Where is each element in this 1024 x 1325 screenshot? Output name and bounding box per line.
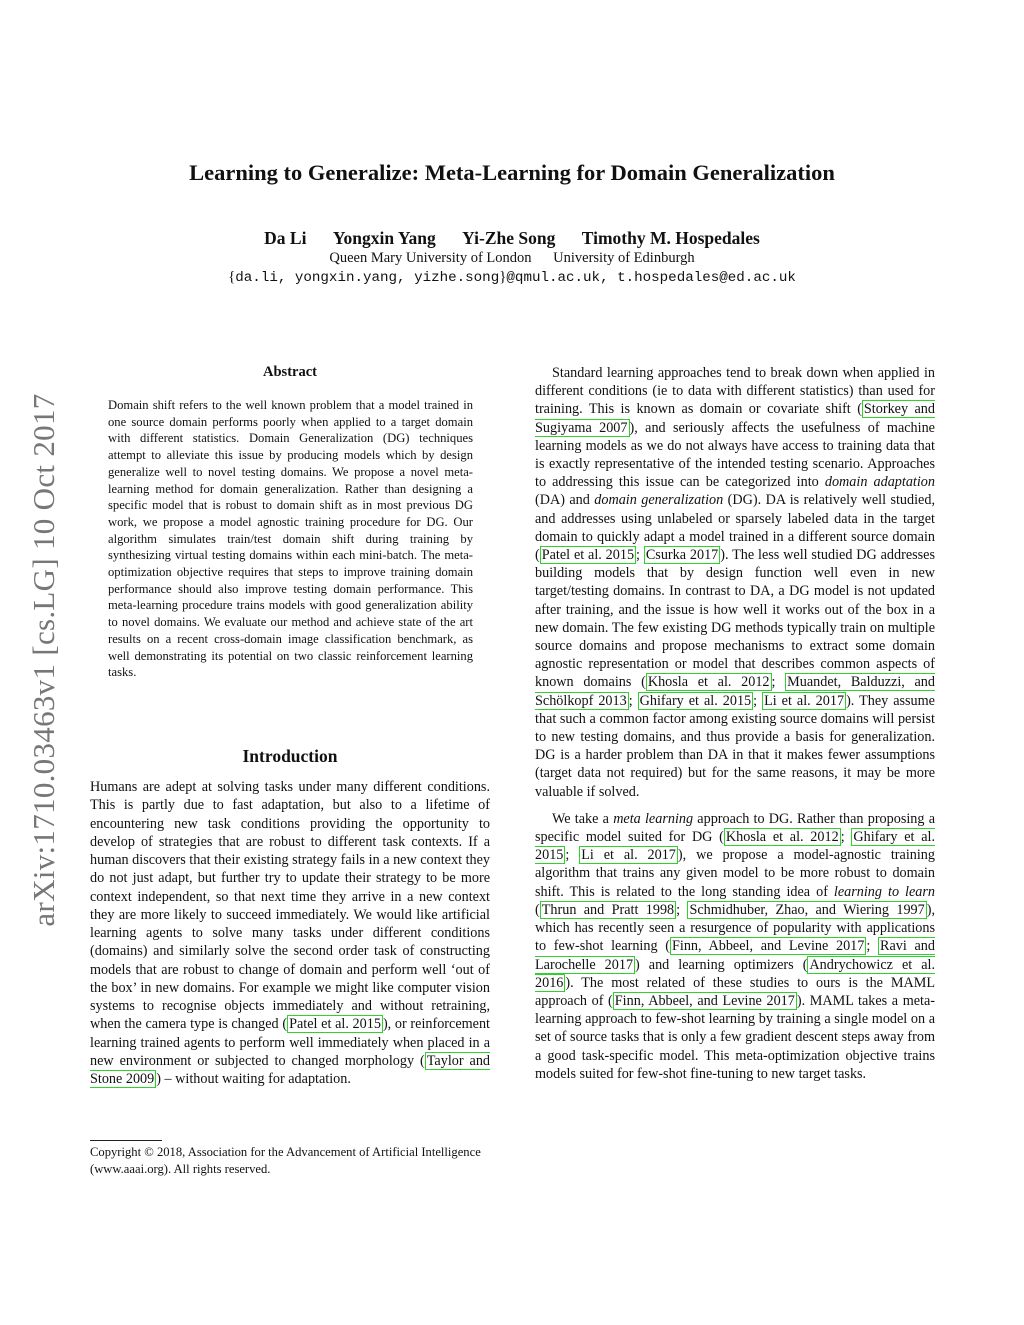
email-brace-close: } bbox=[499, 269, 507, 285]
citation-link[interactable]: Muandet, Balduzzi, and Schölkopf 2013 bbox=[535, 674, 935, 709]
text-run: ; bbox=[866, 938, 879, 955]
citation-link[interactable]: Ravi and Larochelle 2017 bbox=[535, 938, 935, 973]
text-run: approach to DG. Rather than proposing a specific model suited for DG ( bbox=[535, 810, 936, 846]
author: Da Li bbox=[264, 228, 307, 248]
text-run: ) – without waiting for adaptation. bbox=[156, 1071, 351, 1087]
body-paragraph bbox=[535, 810, 935, 1083]
text-run: ). The less well studied DG addresses building models that by design function well even in new target/testing domains. In contrast to DA, a DG model is not updated after training, and the issue is how well it works out of the box in a new domain. The few existing DG methods typically train on multiple source domains and propose mechanisms to extract some domain agnostic representation or model that describes common aspects of known domains ( bbox=[535, 547, 935, 691]
footnote-rule bbox=[90, 1140, 162, 1141]
text-run: ( bbox=[535, 901, 540, 918]
citation-link[interactable]: Ghifary et al. 2015 bbox=[535, 829, 935, 864]
copyright-footnote: Copyright © 2018, Association for the Advancement of Artificial Intelligence (www.aaai.org). All rights reserved. bbox=[90, 1145, 481, 1176]
text-run: ; bbox=[628, 692, 638, 709]
citation-link[interactable]: Thrun and Pratt 1998 bbox=[541, 901, 675, 918]
text-run: ), and seriously affects the usefulness of machine learning models as we do not always have access to training data that is exactly representative of the intended testing scenario. Approaches to addressing this issue can be categorized into bbox=[535, 419, 935, 491]
paper-title: Learning to Generalize: Meta-Learning for Domain Generalization bbox=[189, 160, 835, 185]
citation-link[interactable]: Finn, Abbeel, and Levine 2017 bbox=[672, 938, 865, 955]
citation-link[interactable]: Patel et al. 2015 bbox=[541, 547, 635, 564]
introduction-paragraph bbox=[90, 778, 490, 1088]
affiliation: Queen Mary University of London bbox=[329, 250, 532, 266]
text-run: ; bbox=[771, 674, 786, 691]
author-list bbox=[0, 228, 1024, 249]
text-run: ; bbox=[676, 901, 688, 918]
text-run: ) and learning optimizers ( bbox=[635, 956, 808, 973]
citation-link[interactable]: Khosla et al. 2012 bbox=[647, 674, 770, 691]
text-run: ; bbox=[753, 692, 763, 709]
affiliation: University of Edinburgh bbox=[553, 250, 695, 266]
email-domains: @qmul.ac.uk, t.hospedales@ed.ac.uk bbox=[506, 270, 796, 286]
citation-link[interactable]: Schmidhuber, Zhao, and Wiering 1997 bbox=[689, 901, 925, 918]
citation-link[interactable]: Patel et al. 2015 bbox=[289, 1016, 381, 1033]
text-run: ). They assume that such a common factor among existing source domains will persist to new testing domains, and thus provide a basis for generalization. DG is a harder problem than DA in that it makes fewer assumptions (target data not required) but for the same reasons, it may be more valuable if solved. bbox=[535, 692, 935, 800]
text-run: ). MAML takes a meta-learning approach to few-shot learning by training a single model on a set of source tasks that is only a few gradient descent steps away from a good task-specific model. This meta-optimization objective trains models suited for few-shot fine-tuning to new target tasks. bbox=[535, 992, 935, 1082]
text-run: ), which has recently seen a resurgence of popularity with applications to few-shot learning ( bbox=[535, 901, 936, 955]
text-run: ; bbox=[565, 847, 580, 864]
citation-link[interactable]: Khosla et al. 2012 bbox=[725, 829, 839, 846]
citation-link[interactable]: Li et al. 2017 bbox=[764, 692, 845, 709]
text-run: ). The most related of these studies to ours is the MAML approach of ( bbox=[535, 974, 935, 1009]
abstract-text: Domain shift refers to the well known problem that a model trained in one source domain performs poorly when applied to a target domain with different statistics. Domain Generalization (DG) techniques attempt to alleviate this issue by producing models which by design generalize well to novel testing domains. We propose a novel meta-learning method for domain generalization. Rather than designing a specific model that is robust to domain shift as in most previous DG work, we propose a model agnostic training procedure for DG. Our algorithm simulates train/test domain shift during training by synthesizing virtual testing domains within each mini-batch. The meta-optimization objective requires that steps to improve training domain performance should also improve testing domain performance. This meta-learning procedure trains models with good generalization ability to novel domains. We evaluate our method and achieve state of the art results on a recent cross-domain image classification benchmark, as well demonstrating its potential on two classic reinforcement learning tasks. bbox=[108, 398, 473, 680]
author: Yongxin Yang bbox=[332, 228, 436, 248]
citation-link[interactable]: Li et al. 2017 bbox=[581, 847, 676, 864]
emphasis: meta learning bbox=[613, 810, 694, 827]
arxiv-id: arXiv:1710.03463v1 [cs.LG] 10 Oct 2017 bbox=[26, 393, 61, 927]
email-names: da.li, yongxin.yang, yizhe.song bbox=[235, 270, 500, 286]
text-run: We take a bbox=[552, 810, 614, 827]
introduction-heading: Introduction bbox=[242, 746, 338, 766]
emphasis: domain generalization bbox=[594, 492, 724, 509]
author: Yi-Zhe Song bbox=[462, 228, 556, 248]
text-run: Humans are adept at solving tasks under many different conditions. This is partly due to fast adaptation, but also to a lifetime of encountering new task conditions providing the opportunity to develop of strategies that are robust to different task contexts. If a human discovers that their existing strategy fails in a new context they do not just adapt, but further try to update their strategy to be more context independent, so that next time they arrive in a new context they are more likely to succeed immediately. We would like artificial learning agents to solve many tasks under different conditions (domains) and similarly solve the second order task of constructing models that are robust to change of domain and perform well ‘out of the box’ in new domains. For example we might like computer vision systems to recognise objects immediately and without retraining, when the camera type is changed ( bbox=[90, 779, 490, 1033]
citation-link[interactable]: Taylor and Stone 2009 bbox=[90, 1052, 491, 1087]
text-run: ), we propose a model-agnostic training algorithm that trains any given model to be more robust to domain shift. This is related to the long standing idea of bbox=[535, 847, 935, 900]
citation-link[interactable]: Ghifary et al. 2015 bbox=[639, 692, 752, 709]
right-column bbox=[535, 364, 935, 1083]
author: Timothy M. Hospedales bbox=[581, 228, 760, 248]
text-run: (DG). DA is relatively well studied, and addresses using unlabeled or sparsely labeled data in the target domain to quickly adapt a model trained in a different source domain ( bbox=[535, 492, 935, 564]
citation-link[interactable]: Csurka 2017 bbox=[645, 547, 719, 564]
text-run: ), or reinforcement learning trained agents to perform well immediately when placed in a new environment or subjected to changed morphology ( bbox=[90, 1016, 490, 1069]
text-run: ; bbox=[636, 547, 644, 564]
citation-link[interactable]: Storkey and Sugiyama 2007 bbox=[535, 401, 935, 436]
citation-link[interactable]: Finn, Abbeel, and Levine 2017 bbox=[614, 992, 795, 1009]
email-brace-open: { bbox=[228, 269, 236, 285]
abstract-heading: Abstract bbox=[263, 364, 317, 380]
text-run: ; bbox=[840, 829, 852, 846]
author-emails bbox=[0, 269, 1024, 286]
text-run: Standard learning approaches tend to break down when applied in different conditions (ie to data with different statistics) than used for training. This is known as domain or covariate shift ( bbox=[535, 365, 935, 418]
emphasis: learning to learn bbox=[833, 883, 935, 900]
affiliations bbox=[0, 250, 1024, 267]
body-paragraph bbox=[535, 364, 935, 801]
text-run: (DA) and bbox=[535, 492, 595, 509]
citation-link[interactable]: Andrychowicz et al. 2016 bbox=[535, 956, 935, 991]
emphasis: domain adaptation bbox=[824, 474, 935, 491]
